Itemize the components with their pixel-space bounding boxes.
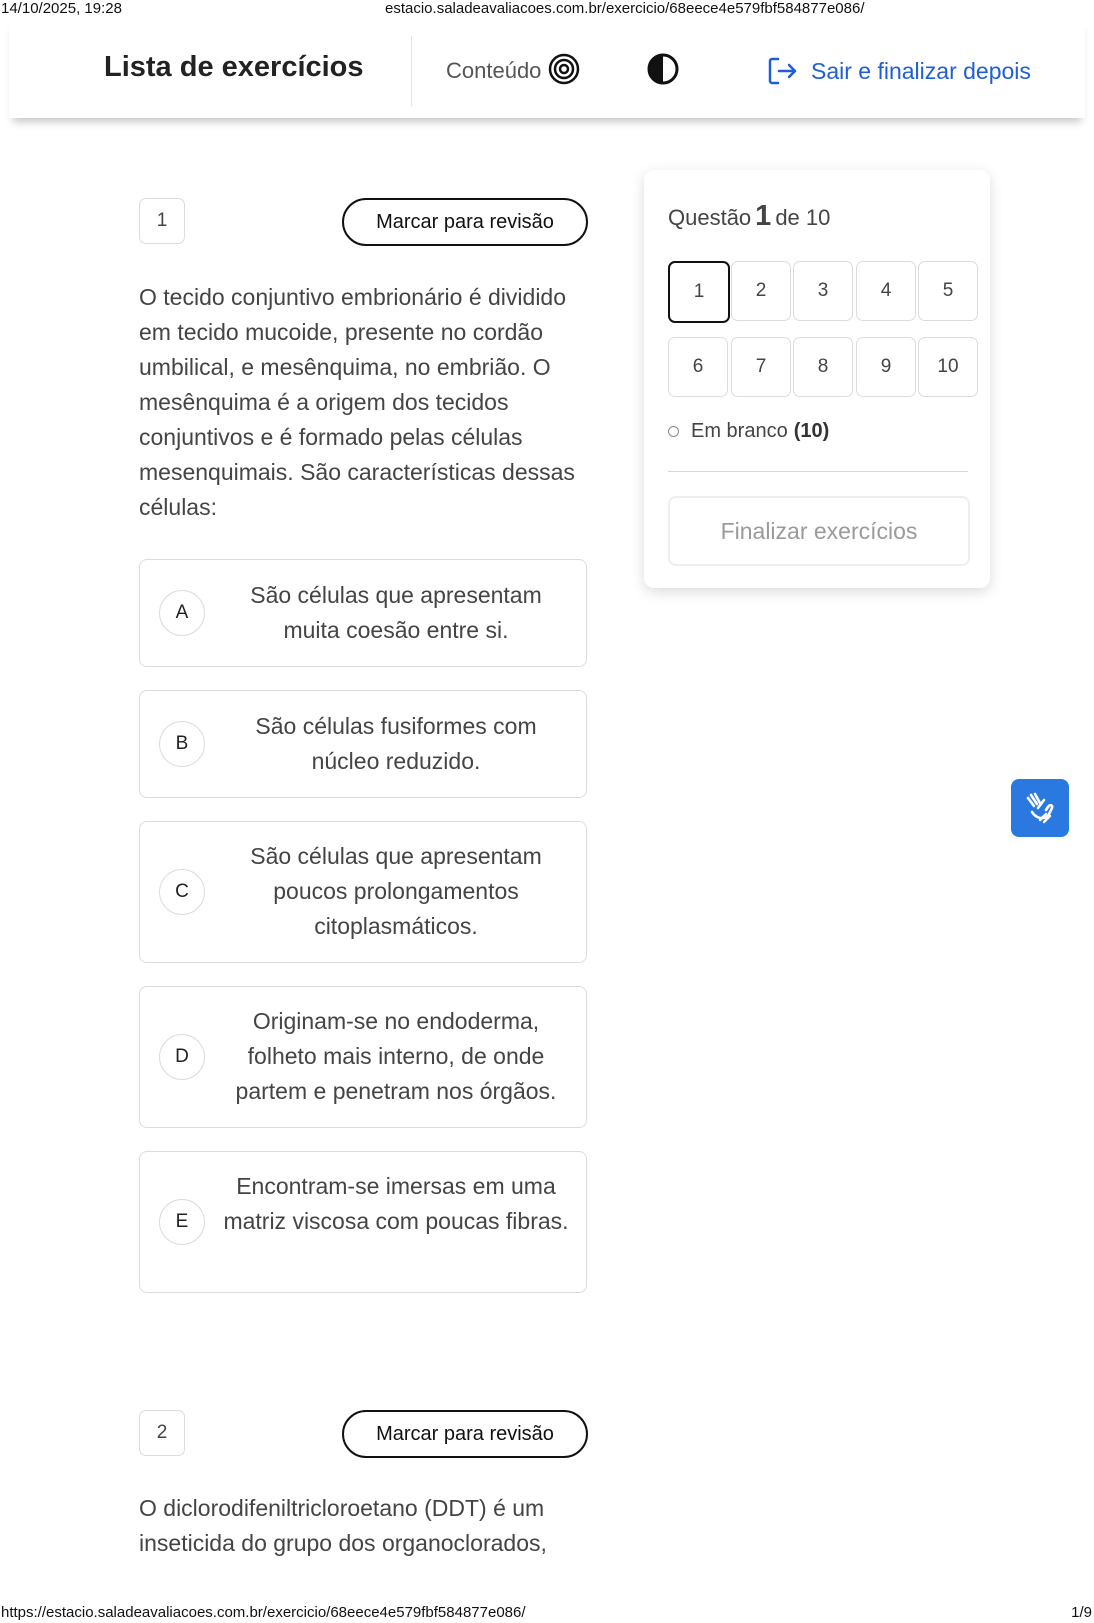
finish-button[interactable]: Finalizar exercícios xyxy=(668,496,970,566)
mark-for-review-button[interactable]: Marcar para revisão xyxy=(342,198,588,246)
nav-question-8[interactable]: 8 xyxy=(793,337,853,397)
option-text: São células fusiformes com núcleo reduzido. xyxy=(255,713,537,774)
nav-question-3[interactable]: 3 xyxy=(793,261,853,321)
blank-count: (10) xyxy=(793,420,830,442)
question-number: 2 xyxy=(139,1410,185,1456)
conteudo-button[interactable]: Conteúdo xyxy=(446,58,542,83)
option-b[interactable] xyxy=(139,690,587,798)
nav-question-4[interactable]: 4 xyxy=(856,261,916,321)
current-question: 1 xyxy=(755,200,772,232)
exit-label: Sair e finalizar depois xyxy=(811,57,1031,84)
target-icon[interactable] xyxy=(547,52,581,86)
option-a[interactable] xyxy=(139,559,587,667)
option-c[interactable] xyxy=(139,821,587,963)
option-e[interactable] xyxy=(139,1151,587,1293)
header-divider xyxy=(411,36,412,106)
print-footer xyxy=(0,1603,1094,1623)
nav-question-9[interactable]: 9 xyxy=(856,337,916,397)
blank-label: Em branco xyxy=(691,420,788,442)
nav-question-1[interactable]: 1 xyxy=(668,261,730,323)
question-counter-suffix: de 10 xyxy=(775,205,831,230)
option-text: Originam-se no endoderma, folheto mais interno, de onde partem e penetram nos órgãos. xyxy=(235,1008,557,1104)
nav-question-2[interactable]: 2 xyxy=(731,261,791,321)
page-title: Lista de exercícios xyxy=(104,51,364,83)
option-text: Encontram-se imersas em uma matriz viscosa com poucas fibras. xyxy=(223,1173,569,1234)
question-number: 1 xyxy=(139,198,185,244)
question-counter-prefix: Questão xyxy=(668,205,752,230)
print-header-url: estacio.saladeavaliacoes.com.br/exercicio/68eece4e579fbf584877e086/ xyxy=(385,0,865,17)
print-header xyxy=(0,0,1094,18)
nav-question-10[interactable]: 10 xyxy=(918,337,978,397)
option-letter: C xyxy=(159,869,205,915)
blank-dot-icon xyxy=(668,426,679,437)
nav-divider xyxy=(668,471,968,472)
print-page-number: 1/9 xyxy=(1071,1604,1092,1621)
nav-question-7[interactable]: 7 xyxy=(731,337,791,397)
option-letter: D xyxy=(159,1034,205,1080)
option-letter: A xyxy=(159,590,205,636)
option-letter: B xyxy=(159,721,205,767)
contrast-icon[interactable] xyxy=(646,52,680,86)
question-text: O tecido conjuntivo embrionário é dividido em tecido mucoide, presente no cordão umbilical, e mesênquima, no embrião. O mesênquima é a origem dos tecidos conjuntivos e é formado pelas células mesenquimais. São características dessas células: xyxy=(139,284,575,520)
top-bar xyxy=(9,18,1085,118)
option-letter: E xyxy=(159,1199,205,1245)
option-d[interactable] xyxy=(139,986,587,1128)
sign-language-icon xyxy=(1022,790,1058,826)
exit-button[interactable] xyxy=(765,54,1031,88)
print-date: 14/10/2025, 19:28 xyxy=(1,0,122,17)
mark-for-review-button[interactable]: Marcar para revisão xyxy=(342,1410,588,1458)
question-counter xyxy=(668,200,830,233)
nav-question-5[interactable]: 5 xyxy=(918,261,978,321)
print-footer-url: https://estacio.saladeavaliacoes.com.br/exercicio/68eece4e579fbf584877e086/ xyxy=(1,1604,526,1621)
nav-question-6[interactable]: 6 xyxy=(668,337,728,397)
blank-status xyxy=(668,420,829,443)
logout-icon xyxy=(765,54,799,88)
accessibility-widget-button[interactable] xyxy=(1011,779,1069,837)
question-text: O diclorodifeniltricloroetano (DDT) é um inseticida do grupo dos organoclorados, xyxy=(139,1495,547,1556)
option-text: São células que apresentam poucos prolongamentos citoplasmáticos. xyxy=(250,843,542,939)
question-navigator xyxy=(644,170,990,588)
option-text: São células que apresentam muita coesão entre si. xyxy=(250,582,542,643)
